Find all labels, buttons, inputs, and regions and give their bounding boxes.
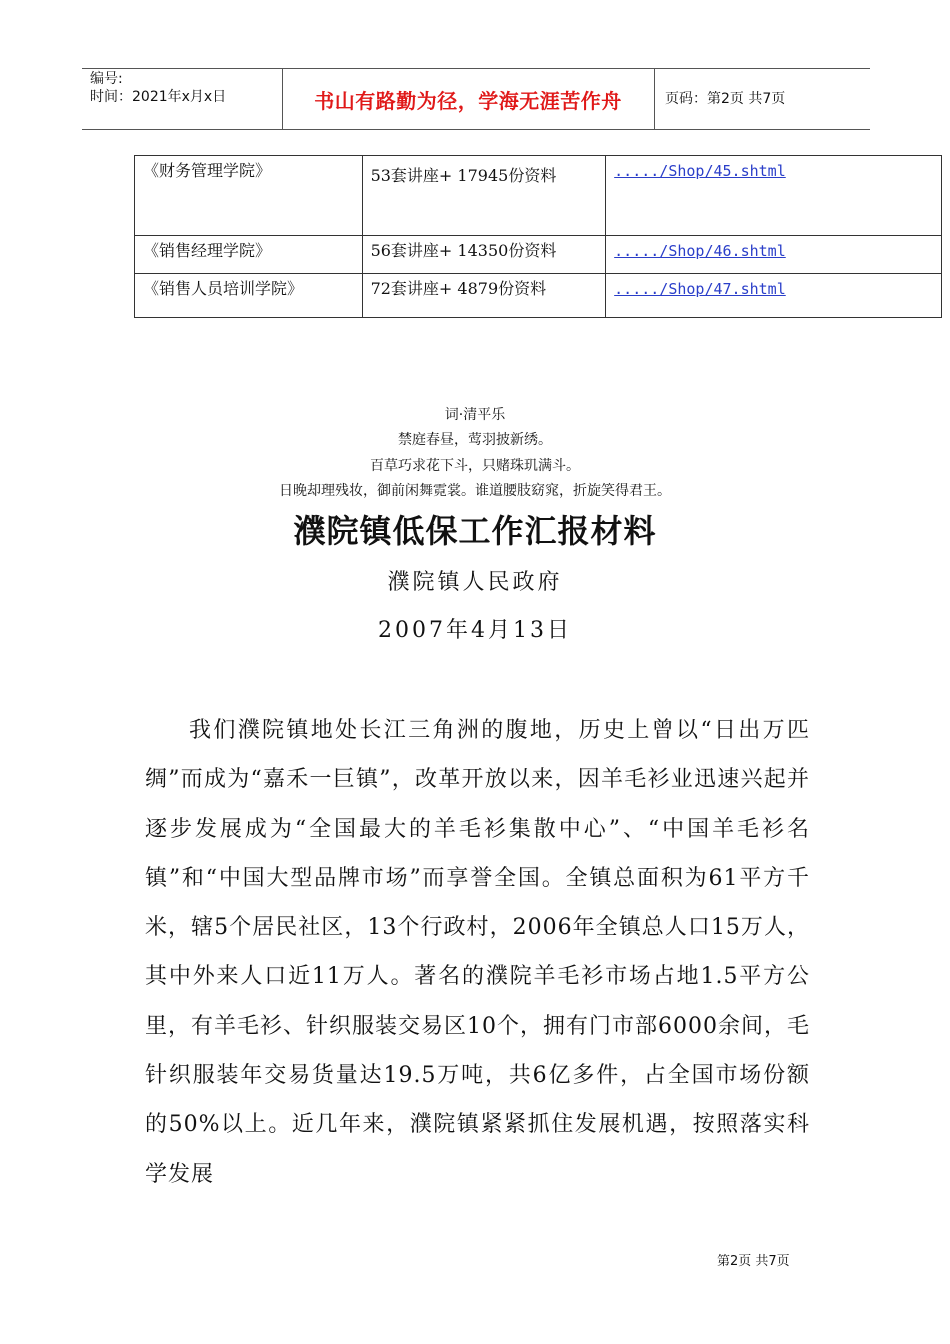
resource-name: 《销售经理学院》 [135,236,363,274]
body-paragraph: 我们濮院镇地处长江三角洲的腹地，历史上曾以“日出万匹绸”而成为“嘉禾一巨镇”，改革开放以来，因羊毛衫业迅速兴起并逐步发展成为“全国最大的羊毛衫集散中心”、“中国羊毛衫名镇”和“中国大型品牌市场”而享誉全国。全镇总面积为61平方千米，辖5个居民社区，13个行政村，2006年全镇总人口15万人，其中外来人口近11万人。著名的濮院羊毛衫市场占地1.5平方公里，有羊毛衫、针织服装交易区10个，拥有门市部6000余间，毛针织服装年交易货量达19.5万吨，共6亿多件，占全国市场份额的50%以上。近几年来，濮院镇紧紧抓住发展机遇，按照落实科学发展 [145,718,810,1187]
resource-name: 《销售人员培训学院》 [135,274,363,318]
serial-label: 编号: [90,71,123,87]
document-date: 2007年4月13日 [378,618,572,643]
poem-line: 百草巧求花下斗，只赌珠玑满斗。 [370,458,580,474]
poem-title: 词·清平乐 [444,407,506,423]
table-row [135,274,942,318]
resource-count: 72套讲座+ 4879份资料 [362,274,606,318]
table-row [135,156,942,236]
table-row [135,236,942,274]
resource-count: 53套讲座+ 17945份资料 [362,156,606,236]
resource-name: 《财务管理学院》 [135,156,363,236]
page-header [82,68,870,130]
poem-line: 禁庭春昼，莺羽披新绣。 [398,432,552,448]
resource-link[interactable]: ...../Shop/45.shtml [614,162,786,180]
motto: 书山有路勤为径，学海无涯苦作舟 [314,88,622,113]
header-motto-cell [282,69,655,129]
document-author: 濮院镇人民政府 [387,570,563,595]
poem-line: 日晚却理残妆，御前闲舞霓裳。谁道腰肢窈窕，折旋笑得君王。 [279,483,671,499]
document-title: 濮院镇低保工作汇报材料 [293,512,657,550]
resource-table [134,155,942,318]
page-footer: 第2页 共7页 [717,1254,790,1269]
header-page-cell [655,69,880,129]
resource-link[interactable]: ...../Shop/46.shtml [614,242,786,260]
page-label: 页码：第2页 共7页 [665,91,786,107]
header-meta-cell [82,69,283,129]
resource-count: 56套讲座+ 14350份资料 [362,236,606,274]
time-label: 时间：2021年x月x日 [90,89,227,105]
resource-link[interactable]: ...../Shop/47.shtml [614,280,786,298]
